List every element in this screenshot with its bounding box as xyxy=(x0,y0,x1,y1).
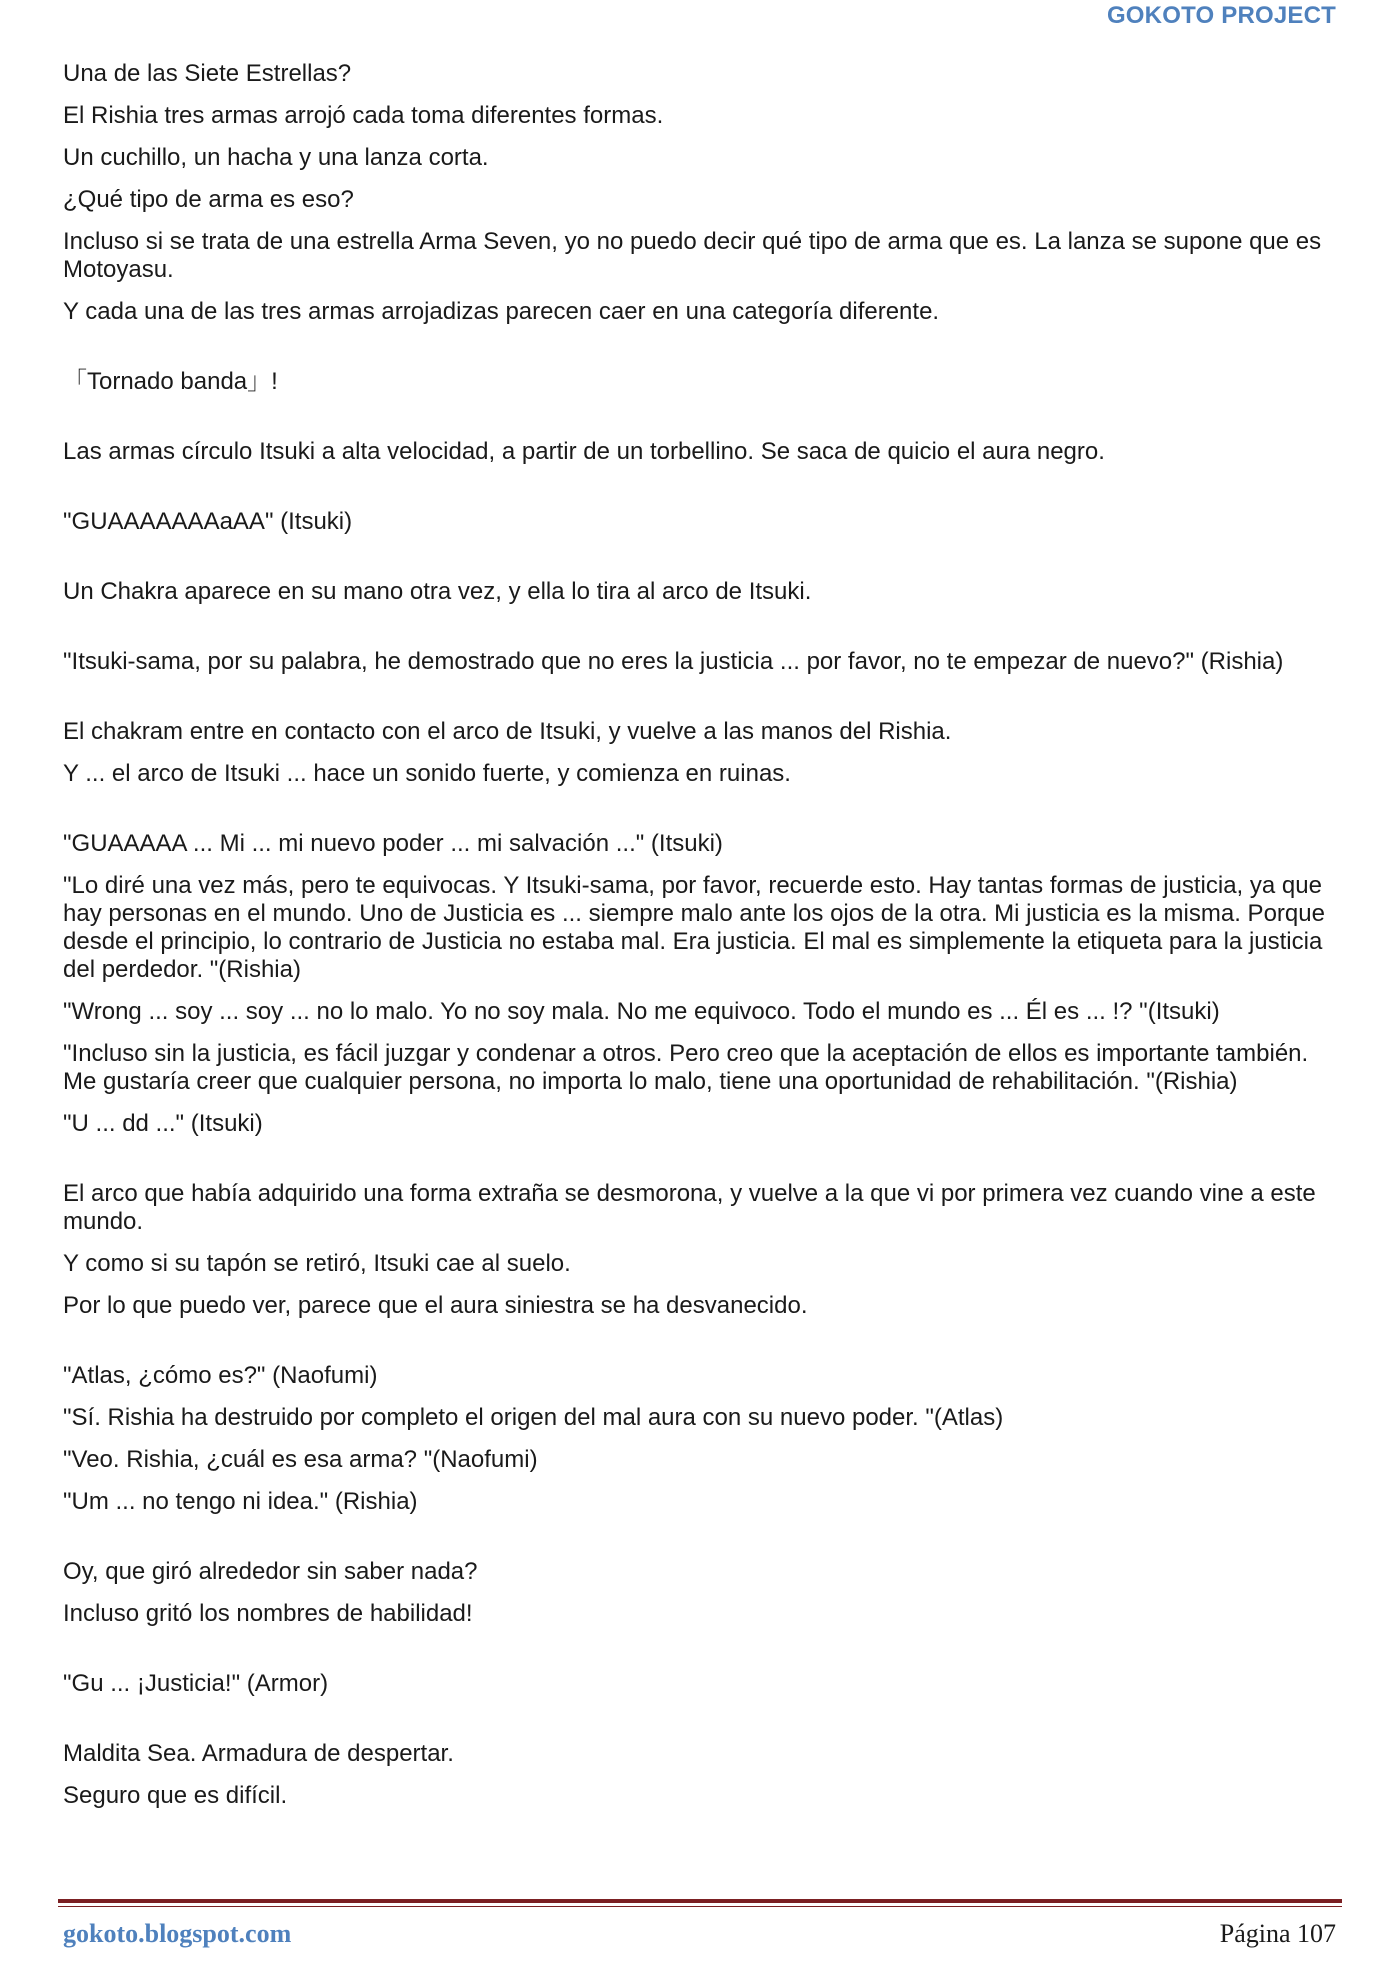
paragraph: "Wrong ... soy ... soy ... no lo malo. Yo no soy mala. No me equivoco. Todo el mundo es ... Él es ... !? "(Itsuki) xyxy=(63,998,1220,1025)
paragraph: "Sí. Rishia ha destruido por completo el origen del mal aura con su nuevo poder. "(Atlas) xyxy=(63,1404,1004,1431)
paragraph: "Um ... no tengo ni idea." (Rishia) xyxy=(63,1488,418,1515)
paragraph: Y como si su tapón se retiró, Itsuki cae al suelo. xyxy=(63,1250,571,1277)
paragraph-gap xyxy=(63,690,1343,718)
paragraph-gap xyxy=(63,1530,1343,1558)
paragraph-gap xyxy=(63,1152,1343,1180)
paragraph-gap xyxy=(63,550,1343,578)
page-header-title: GOKOTO PROJECT xyxy=(1106,2,1336,29)
paragraph: "Veo. Rishia, ¿cuál es esa arma? "(Naofumi) xyxy=(63,1446,538,1473)
paragraph: "Incluso sin la justicia, es fácil juzgar y condenar a otros. Pero creo que la aceptación de ellos es importante también. Me gustaría creer que cualquier persona, no importa lo malo, tiene una oportunidad de rehabilitación. "(Rishia) xyxy=(63,1040,1315,1095)
paragraph: Incluso gritó los nombres de habilidad! xyxy=(63,1600,473,1627)
paragraph-gap xyxy=(63,1642,1343,1670)
paragraph: ¿Qué tipo de arma es eso? xyxy=(63,186,354,213)
document-body xyxy=(63,60,1343,1824)
paragraph: Incluso si se trata de una estrella Arma Seven, yo no puedo decir qué tipo de arma que es. La lanza se supone que es Motoyasu. xyxy=(63,228,1328,283)
paragraph: Por lo que puedo ver, parece que el aura siniestra se ha desvanecido. xyxy=(63,1292,808,1319)
paragraph: Y cada una de las tres armas arrojadizas parecen caer en una categoría diferente. xyxy=(63,298,940,325)
paragraph-gap xyxy=(63,620,1343,648)
paragraph: "U ... dd ..." (Itsuki) xyxy=(63,1110,263,1137)
paragraph: "Atlas, ¿cómo es?" (Naofumi) xyxy=(63,1362,378,1389)
paragraph: "GUAAAAA ... Mi ... mi nuevo poder ... mi salvación ..." (Itsuki) xyxy=(63,830,723,857)
paragraph: Las armas círculo Itsuki a alta velocidad, a partir de un torbellino. Se saca de quicio el aura negro. xyxy=(63,438,1105,465)
paragraph-gap xyxy=(63,480,1343,508)
paragraph: Un Chakra aparece en su mano otra vez, y ella lo tira al arco de Itsuki. xyxy=(63,578,812,605)
paragraph: Oy, que giró alrededor sin saber nada? xyxy=(63,1558,478,1585)
paragraph-gap xyxy=(63,1334,1343,1362)
paragraph-gap xyxy=(63,410,1343,438)
paragraph: "GUAAAAAAAaAA" (Itsuki) xyxy=(63,508,353,535)
footer-divider-thin xyxy=(58,1906,1342,1907)
paragraph: "Gu ... ¡Justicia!" (Armor) xyxy=(63,1670,329,1697)
paragraph: "Lo diré una vez más, pero te equivocas. Y Itsuki-sama, por favor, recuerde esto. Hay tantas formas de justicia, ya que hay personas en el mundo. Uno de Justicia es ... siempre malo ante los ojos de la otra. Mi justicia es la misma. Porque desde el principio, lo contrario de Justicia no estaba mal. Era justicia. El mal es simplemente la etiqueta para la justicia del perdedor. "(Rishia) xyxy=(63,872,1332,983)
paragraph: El chakram entre en contacto con el arco de Itsuki, y vuelve a las manos del Rishia. xyxy=(63,718,952,745)
paragraph: "Itsuki-sama, por su palabra, he demostrado que no eres la justicia ... por favor, no te empezar de nuevo?" (Rishia) xyxy=(63,648,1284,675)
paragraph: 「Tornado banda」! xyxy=(63,368,278,395)
footer-page-number: Página 107 xyxy=(1219,1919,1336,1948)
paragraph: El Rishia tres armas arrojó cada toma diferentes formas. xyxy=(63,102,664,129)
paragraph: Seguro que es difícil. xyxy=(63,1782,288,1809)
paragraph: El arco que había adquirido una forma extraña se desmorona, y vuelve a la que vi por primera vez cuando vine a este mundo. xyxy=(63,1180,1323,1235)
paragraph-gap xyxy=(63,340,1343,368)
paragraph: Y ... el arco de Itsuki ... hace un sonido fuerte, y comienza en ruinas. xyxy=(63,760,791,787)
paragraph: Una de las Siete Estrellas? xyxy=(63,60,352,87)
paragraph: Un cuchillo, un hacha y una lanza corta. xyxy=(63,144,489,171)
paragraph-gap xyxy=(63,1712,1343,1740)
footer-site-link[interactable]: gokoto.blogspot.com xyxy=(63,1919,292,1948)
paragraph-gap xyxy=(63,802,1343,830)
footer-divider xyxy=(58,1899,1342,1903)
paragraph: Maldita Sea. Armadura de despertar. xyxy=(63,1740,454,1767)
